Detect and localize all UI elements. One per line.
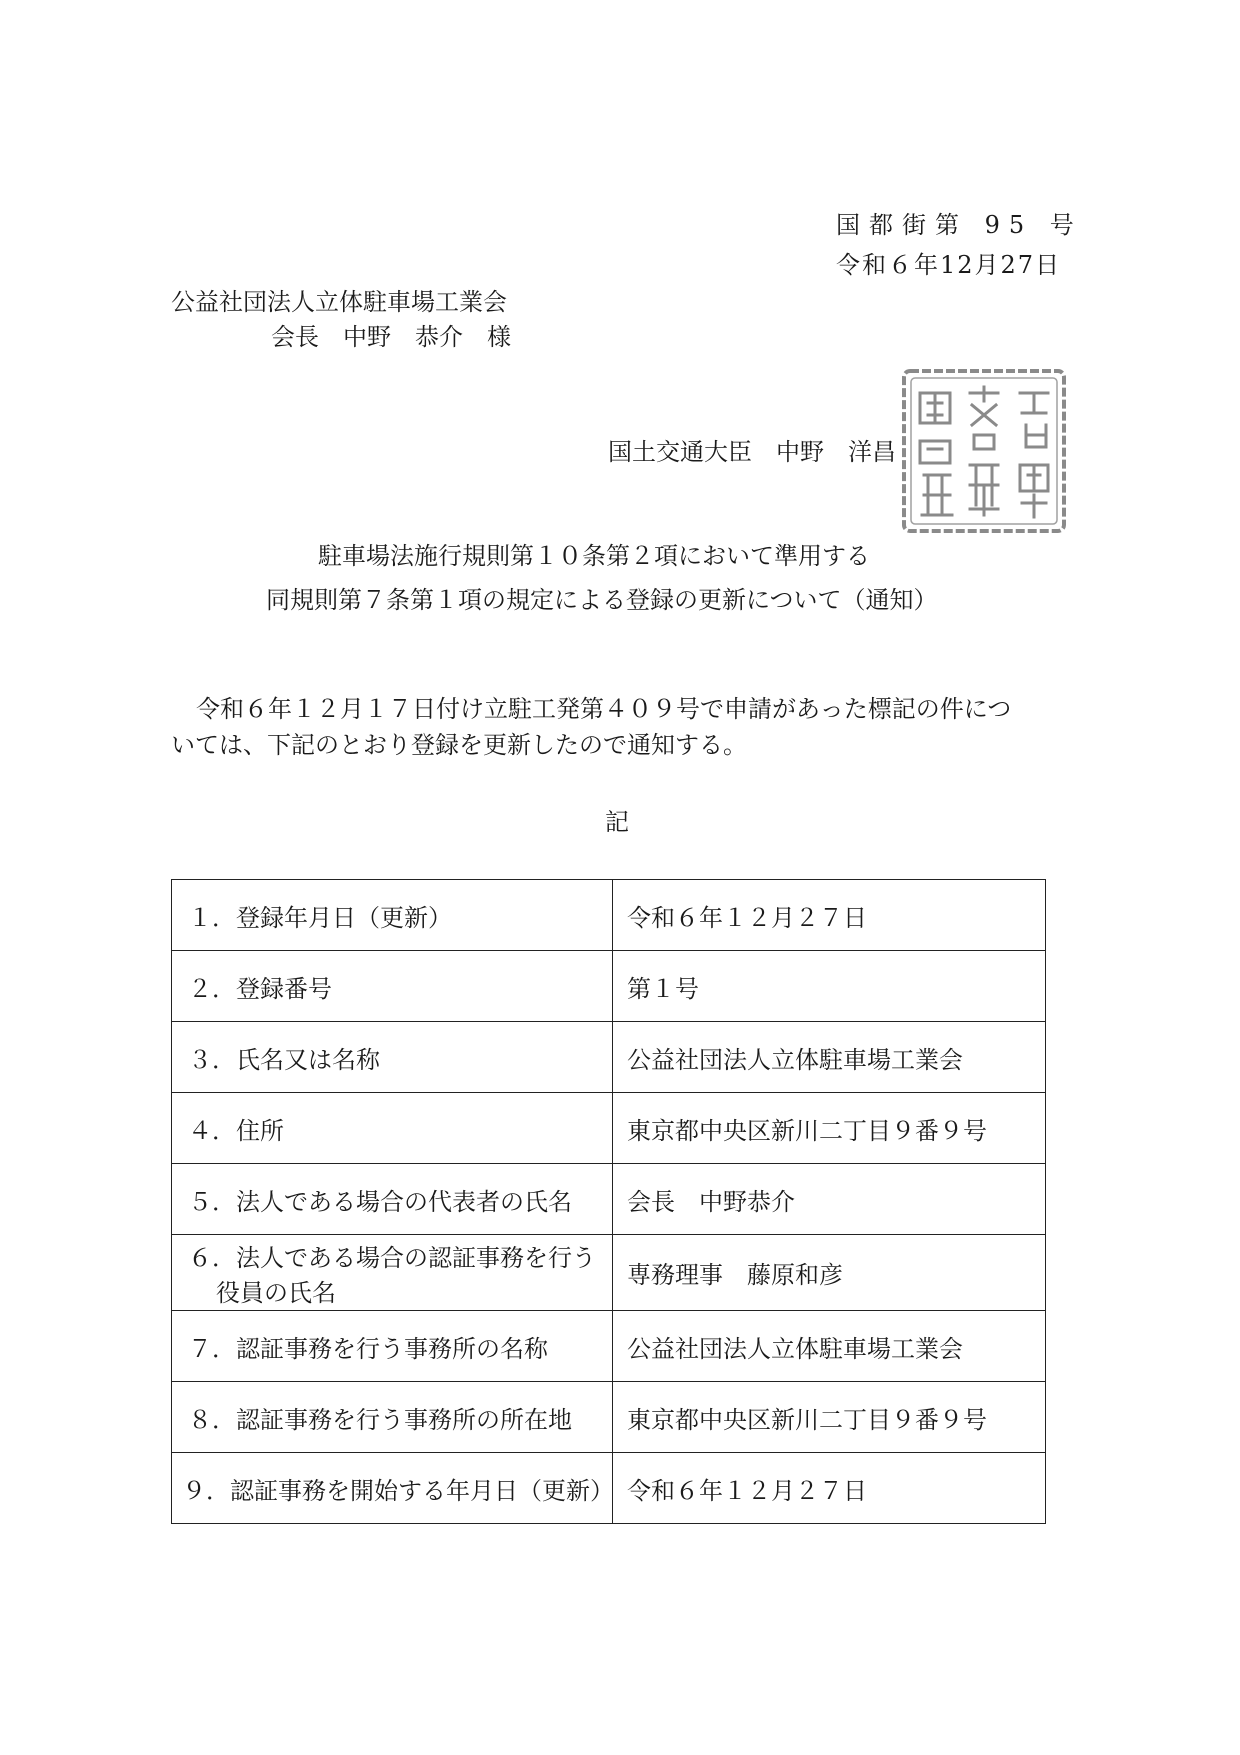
document-date: 令和６年12月27日 <box>836 251 1062 279</box>
row-label: ９．認証事務を開始する年月日（更新） <box>172 1453 613 1524</box>
row-label: ７．認証事務を行う事務所の名称 <box>172 1311 613 1382</box>
row-value: 専務理事 藤原和彦 <box>613 1235 1046 1311</box>
table-row <box>172 1164 1046 1235</box>
addressee-organization: 公益社団法人立体駐車場工業会 <box>171 288 507 316</box>
row-label: ３．氏名又は名称 <box>172 1022 613 1093</box>
row-label: ２．登録番号 <box>172 951 613 1022</box>
table-row <box>172 1382 1046 1453</box>
row-label: ５．法人である場合の代表者の氏名 <box>172 1164 613 1235</box>
row-label: ８．認証事務を行う事務所の所在地 <box>172 1382 613 1453</box>
row-value: 公益社団法人立体駐車場工業会 <box>613 1311 1046 1382</box>
row-value: 令和６年１２月２７日 <box>613 1453 1046 1524</box>
row-label: １．登録年月日（更新） <box>172 880 613 951</box>
row-label-line-1: ６．法人である場合の認証事務を行う <box>188 1243 596 1272</box>
official-seal-icon <box>898 365 1070 537</box>
row-label <box>172 1235 613 1311</box>
table-row <box>172 951 1046 1022</box>
row-value: 令和６年１２月２７日 <box>613 880 1046 951</box>
row-label: ４．住所 <box>172 1093 613 1164</box>
row-value: 公益社団法人立体駐車場工業会 <box>613 1022 1046 1093</box>
sender-name: 国土交通大臣 中野 洋昌 <box>608 438 896 466</box>
table-row <box>172 1311 1046 1382</box>
row-value: 東京都中央区新川二丁目９番９号 <box>613 1093 1046 1164</box>
table-row <box>172 1022 1046 1093</box>
table-row <box>172 1093 1046 1164</box>
table-row <box>172 880 1046 951</box>
title-line-1: 駐車場法施行規則第１０条第２項において準用する <box>318 542 870 570</box>
document-number: 国都街第 95 号 <box>836 211 1083 239</box>
body-text-line-2: いては、下記のとおり登録を更新したので通知する。 <box>171 731 747 759</box>
registration-table <box>171 879 1046 1524</box>
row-value: 会長 中野恭介 <box>613 1164 1046 1235</box>
table-row <box>172 1453 1046 1524</box>
row-value: 第１号 <box>613 951 1046 1022</box>
table-row <box>172 1235 1046 1311</box>
body-text-line-1: 令和６年１２月１７日付け立駐工発第４０９号で申請があった標記の件につ <box>196 695 1012 723</box>
row-label-line-2: 役員の氏名 <box>216 1278 336 1307</box>
title-line-2: 同規則第７条第１項の規定による登録の更新について（通知） <box>266 586 938 614</box>
addressee-name: 会長 中野 恭介 様 <box>271 323 511 351</box>
ki-heading: 記 <box>605 808 629 836</box>
row-value: 東京都中央区新川二丁目９番９号 <box>613 1382 1046 1453</box>
